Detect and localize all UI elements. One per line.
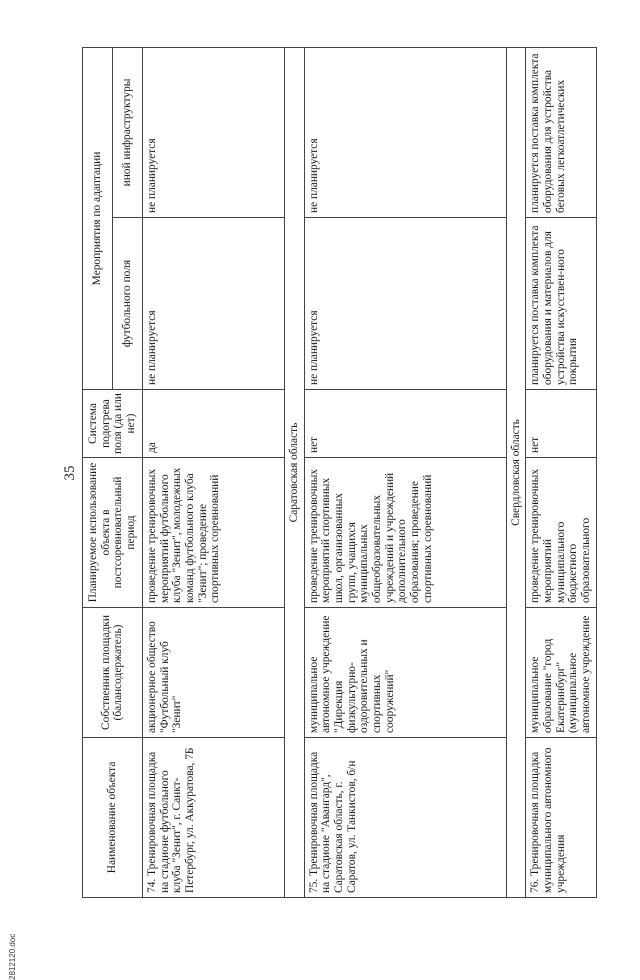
cell-name: [526, 738, 597, 898]
region-title: Саратовская область: [284, 47, 304, 897]
cell-other: планируется поставка комплекта оборудования для устройства беговых легкоатлетических: [526, 47, 597, 217]
cell-other: не планируется: [142, 47, 284, 217]
row-number: 76.: [529, 878, 542, 893]
header-name: Наименование объекта: [83, 738, 143, 898]
table-row: [526, 47, 597, 897]
header-usage: Планируемое использование объекта в постсоревновательный период: [83, 458, 143, 608]
cell-heating: нет: [526, 390, 597, 458]
cell-field: не планируется: [304, 218, 506, 390]
cell-owner: муниципальное автономное учреждение "Дирекция физкультурно-оздоровительных и спортивных сооружений": [304, 608, 506, 738]
footer-filename: [8, 870, 48, 980]
page-number: 35: [62, 465, 78, 481]
cell-field: планируется поставка комплекта оборудования и материалов для устройства искусствен-ного покрытия: [526, 218, 597, 390]
cell-owner: муниципальное образование "город Екатеринбург" (муниципальное автономное учреждение: [526, 608, 597, 738]
cell-field: не планируется: [142, 218, 284, 390]
cell-name: [142, 738, 284, 898]
cell-usage: проведение тренировочных мероприятий муниципального бюджетного образовательного: [526, 458, 597, 608]
row-number: 74.: [145, 878, 158, 893]
header-other-infra: иной инфраструктуры: [112, 47, 142, 217]
cell-name: [304, 738, 506, 898]
region-row: [284, 47, 304, 897]
object-name: Тренировочная площадка на стадионе "Авангард", Саратовская область, г. Саратов, ул. Танкистов, б/н: [307, 751, 358, 893]
rotated-landscape-sheet: [60, 48, 593, 898]
row-number: 75.: [307, 878, 320, 893]
stadium-table: [82, 47, 597, 898]
region-row: [506, 47, 526, 897]
header-football-field: футбольного поля: [112, 218, 142, 390]
header-heating: Система подогрева поля (да или нет): [83, 390, 143, 458]
cell-heating: нет: [304, 390, 506, 458]
region-title: Свердловская область: [506, 47, 526, 897]
table-row: [304, 47, 506, 897]
cell-other: не планируется: [304, 47, 506, 217]
cell-usage: проведение тренировочных мероприятий спортивных школ, организованных групп, учащихся муниципальных общеобразовательных учреждений и учреждений дополнительного образования; проведение спортивных соревнований: [304, 458, 506, 608]
object-name: Тренировочная площадка на стадионе футбольного клуба "Зенит", г. Санкт-Петербург, ул. Аккуратова, 7Б: [145, 747, 196, 893]
header-row-top: [83, 47, 113, 897]
cell-usage: проведение тренировочных мероприятий футбольного клуба "Зенит", молодежных команд футбольного клуба "Зенит"; проведение спортивных соревнований: [142, 458, 284, 608]
header-adaptation: Мероприятия по адаптации: [83, 47, 113, 389]
footer-text: 2812120.doc: [8, 933, 17, 980]
cell-owner: акционерное общество "Футбольный клуб "Зенит": [142, 608, 284, 738]
object-name: Тренировочная площадка муниципального автономного учреждения: [529, 747, 567, 893]
header-owner: Собственник площадки (балансодержатель): [83, 608, 143, 738]
cell-heating: да: [142, 390, 284, 458]
table-row: [142, 47, 284, 897]
